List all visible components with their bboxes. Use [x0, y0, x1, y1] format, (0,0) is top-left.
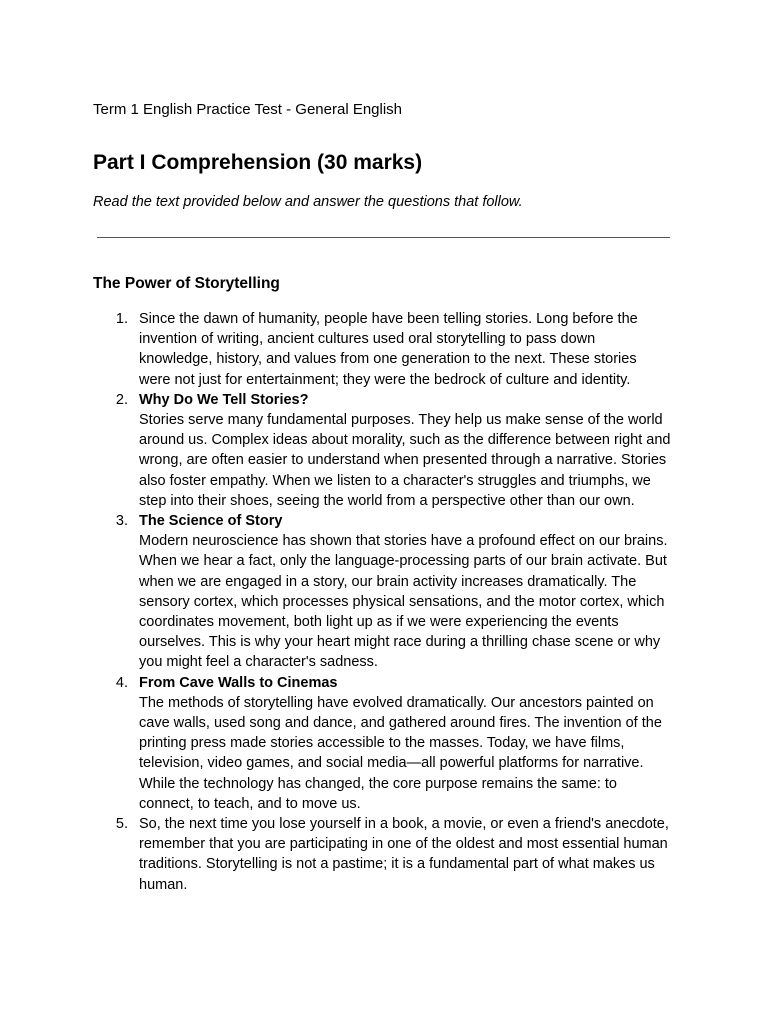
item-body: Modern neuroscience has shown that stories have a profound effect on our brains. When we hear a fact, only the language-processing parts of our brain activate. But when we are engaged in a story, our brain activity increases dramatically. The sensory cortex, which processes physical sensations, and the motor cortex, which coordinates movement, both light up as if we were experiencing the events ourselves. This is why your heart might race during a thrilling chase scene or why you might feel a character's sadness.: [139, 533, 668, 671]
item-body: Since the dawn of humanity, people have been telling stories. Long before the invention of writing, ancient cultures used oral storytelling to pass down knowledge, history, and values from one generation to the next. These stories were not just for entertainment; they were the bedrock of culture and identity.: [139, 311, 638, 388]
item-body: So, the next time you lose yourself in a book, a movie, or even a friend's anecdote, remember that you are participating in one of the oldest and most essential human traditions. Storytelling is not a pastime; it is a fundamental part of what makes us human.: [139, 816, 669, 893]
passage-list: [93, 309, 671, 895]
item-heading: Why Do We Tell Stories?: [139, 391, 309, 408]
passage-item: [115, 390, 671, 511]
passage-item: [115, 309, 671, 390]
item-number: 5.: [115, 816, 128, 833]
horizontal-divider: [97, 237, 670, 238]
item-body: The methods of storytelling have evolved dramatically. Our ancestors painted on cave walls, used song and dance, and gathered around fires. The invention of the printing press made stories accessible to the masses. Today, we have films, television, video games, and social media—all powerful platforms for narrative. While the technology has changed, the core purpose remains the same: to connect, to teach, and to move us.: [139, 694, 662, 812]
passage-item: [115, 511, 671, 673]
passage-item: [115, 673, 671, 814]
item-heading: The Science of Story: [139, 513, 283, 530]
document-header: Term 1 English Practice Test - General English: [93, 101, 403, 118]
instruction-text: Read the text provided below and answer the questions that follow.: [93, 194, 523, 210]
item-number: 4.: [115, 674, 128, 691]
item-number: 1.: [115, 311, 128, 327]
part-title: Part I Comprehension (30 marks): [93, 151, 423, 174]
item-number: 2.: [115, 391, 128, 408]
item-heading: From Cave Walls to Cinemas: [139, 674, 338, 691]
item-number: 3.: [115, 513, 128, 530]
passage-item: [115, 814, 671, 895]
item-body: Stories serve many fundamental purposes. They help us make sense of the world around us. Complex ideas about morality, such as the difference between right and wrong, are often easier to understand when presented through a narrative. Stories also foster empathy. When we listen to a character's struggles and triumphs, we step into their shoes, seeing the world from a perspective other than our own.: [139, 412, 671, 509]
passage-title: The Power of Storytelling: [93, 275, 280, 292]
